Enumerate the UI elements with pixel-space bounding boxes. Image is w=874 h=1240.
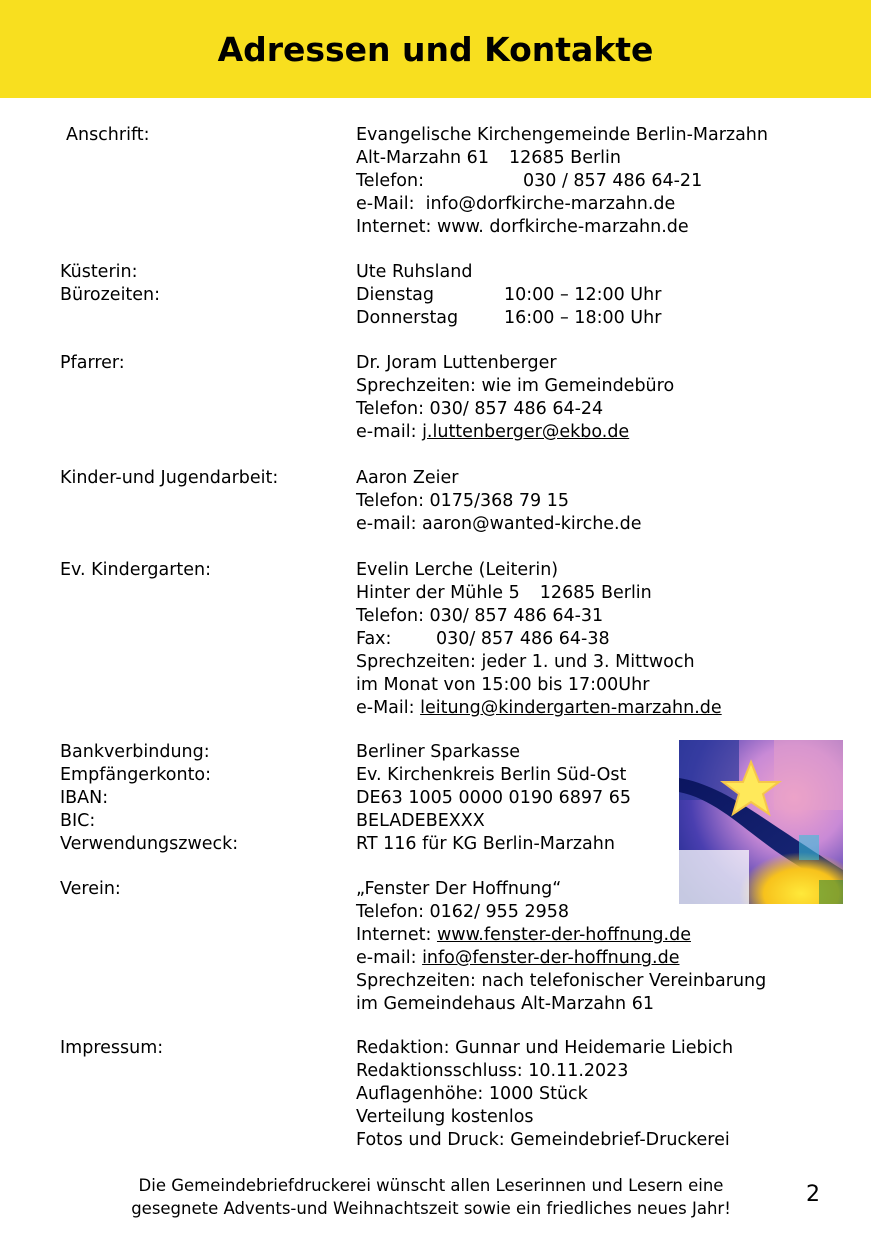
kindergarten-fax [356,628,722,651]
pfarrer-email [356,421,674,444]
label-jugendarbeit: Kinder-und Jugendarbeit: [60,468,279,488]
kindergarten-fax-number: 030/ 857 486 64-38 [436,629,610,649]
impressum-auflage: Auflagenhöhe: 1000 Stück [356,1084,588,1104]
verein-email-label: e-mail: [356,948,417,968]
church-city: 12685 Berlin [508,148,621,168]
office-day-2: Donnerstag [356,308,459,328]
impressum-verteilung: Verteilung kostenlos [356,1107,534,1127]
office-hours-thursday [356,307,661,330]
kindergarten-email-link[interactable]: leitung@kindergarten-marzahn.de [420,698,722,718]
jugend-email[interactable]: e-mail: aaron@wanted-kirche.de [356,514,642,534]
bank-purpose: RT 116 für KG Berlin-Marzahn [356,834,615,854]
pfarrer-block [356,352,674,444]
church-phone-label: Telefon: [356,171,424,191]
label-impressum: Impressum: [60,1038,164,1058]
page-title: Adressen und Kontakte [217,30,654,69]
office-time-2: 16:00 – 18:00 Uhr [504,308,662,328]
label-kuesterin [60,261,160,307]
church-email-label: e-Mail: [356,194,415,214]
kindergarten-city: 12685 Berlin [539,583,652,603]
verein-phone: Telefon: 0162/ 955 2958 [356,902,570,922]
church-street: Alt-Marzahn 61 [356,148,489,168]
jugend-name: Aaron Zeier [356,468,459,488]
kindergarten-email-label: e-Mail: [356,698,415,718]
label-empfaengerkonto: Empfängerkonto: [60,765,212,785]
footer-greeting [60,1174,802,1220]
church-email-address[interactable]: info@dorfkirche-marzahn.de [425,194,676,214]
kindergarten-address [356,582,722,605]
pfarrer-name: Dr. Joram Luttenberger [356,353,557,373]
label-verein: Verein: [60,879,121,899]
label-iban: IBAN: [60,788,109,808]
kuesterin-block [356,261,661,330]
pfarrer-email-label: e-mail: [356,422,417,442]
verein-internet-label: Internet: [356,925,432,945]
page-number: 2 [806,1182,820,1207]
bank-recipient: Ev. Kirchenkreis Berlin Süd-Ost [356,765,627,785]
label-anschrift: Anschrift: [66,125,150,145]
kuesterin-name: Ute Ruhsland [356,262,473,282]
footer-line-2: gesegnete Advents-und Weihnachtszeit sowie ein friedliches neues Jahr! [131,1199,731,1218]
verein-name: „Fenster Der Hoffnung“ [356,879,562,899]
church-email [356,193,768,216]
impressum-block [356,1037,733,1152]
kindergarten-hours-2: im Monat von 15:00 bis 17:00Uhr [356,675,650,695]
office-day-1: Dienstag [356,285,435,305]
pfarrer-hours: Sprechzeiten: wie im Gemeindebüro [356,376,675,396]
label-bankverbindung: Bankverbindung: [60,742,210,762]
bank-block [356,741,631,856]
pfarrer-phone: Telefon: 030/ 857 486 64-24 [356,399,604,419]
verein-hours-2: im Gemeindehaus Alt-Marzahn 61 [356,994,654,1014]
impressum-redaktionsschluss: Redaktionsschluss: 10.11.2023 [356,1061,629,1081]
label-buerozeiten: Bürozeiten: [60,285,161,305]
label-pfarrer: Pfarrer: [60,353,125,373]
kindergarten-fax-label: Fax: [356,629,392,649]
footer-line-1: Die Gemeindebriefdruckerei wünscht allen Leserinnen und Lesern eine [138,1176,724,1195]
verein-email [356,947,766,970]
bank-name: Berliner Sparkasse [356,742,520,762]
impressum-druck: Fotos und Druck: Gemeindebrief-Druckerei [356,1130,730,1150]
church-phone-number: 030 / 857 486 64-21 [523,171,703,191]
office-time-1: 10:00 – 12:00 Uhr [504,285,662,305]
label-bic: BIC: [60,811,96,831]
header-banner [0,0,871,98]
kindergarten-block [356,559,722,720]
kindergarten-name: Evelin Lerche (Leiterin) [356,560,559,580]
verein-hours-1: Sprechzeiten: nach telefonischer Vereinbarung [356,971,767,991]
anschrift-block [356,124,768,239]
jugend-block [356,467,642,536]
church-phone [356,170,768,193]
bank-iban: DE63 1005 0000 0190 6897 65 [356,788,632,808]
kindergarten-phone: Telefon: 030/ 857 486 64-31 [356,606,604,626]
label-kindergarten: Ev. Kindergarten: [60,560,212,580]
pfarrer-email-link[interactable]: j.luttenberger@ekbo.de [422,422,630,442]
church-internet[interactable]: Internet: www. dorfkirche-marzahn.de [356,217,689,237]
church-name: Evangelische Kirchengemeinde Berlin-Marzahn [356,125,768,145]
label-verwendungszweck: Verwendungszweck: [60,834,239,854]
verein-email-link[interactable]: info@fenster-der-hoffnung.de [422,948,680,968]
verein-internet-link[interactable]: www.fenster-der-hoffnung.de [436,925,691,945]
bank-bic: BELADEBEXXX [356,811,485,831]
kindergarten-street: Hinter der Mühle 5 [356,583,520,603]
impressum-redaktion: Redaktion: Gunnar und Heidemarie Liebich [356,1038,734,1058]
kindergarten-email [356,697,722,720]
office-hours-tuesday [356,284,661,307]
bank-labels [60,741,238,856]
church-address [356,147,768,170]
kindergarten-hours-1: Sprechzeiten: jeder 1. und 3. Mittwoch [356,652,695,672]
label-kuesterin-text: Küsterin: [60,262,138,282]
jugend-phone: Telefon: 0175/368 79 15 [356,491,570,511]
verein-internet [356,924,766,947]
verein-block [356,878,766,1016]
